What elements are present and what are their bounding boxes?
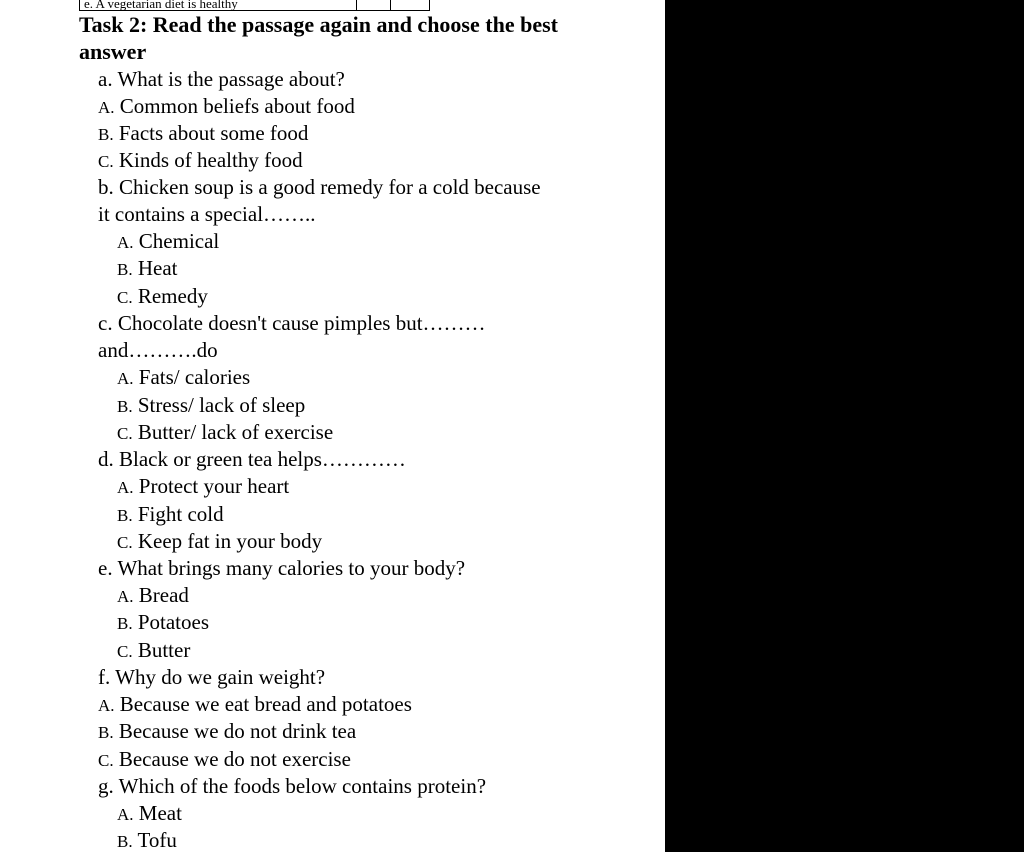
option-text: Butter [137,638,191,662]
option-text: Stress/ lack of sleep [137,393,306,417]
option-text: Fight cold [137,502,224,526]
option-label: C. [98,152,114,171]
question-text: Why do we gain weight? [115,665,326,689]
option-g-a [117,800,182,828]
option-text: Meat [138,801,182,825]
option-a-c [98,147,303,175]
question-label: c. [98,311,113,335]
option-b-b [117,255,178,283]
option-label: C. [117,424,133,443]
option-c-a [117,364,250,392]
option-label: C. [117,533,133,552]
option-text: Potatoes [137,610,210,634]
question-text: Which of the foods below contains protein? [118,774,487,798]
option-label: C. [98,751,114,770]
option-text: Butter/ lack of exercise [137,420,334,444]
option-b-a [117,228,219,256]
question-e [98,555,465,582]
question-c-continuation: and……….do [98,338,218,362]
question-g [98,773,486,800]
option-e-c [117,637,190,665]
option-text: Keep fat in your body [137,529,323,553]
question-label: a. [98,67,113,91]
question-text: What is the passage about? [117,67,345,91]
option-d-b [117,501,224,529]
question-label: b. [98,175,114,199]
option-label: C. [117,288,133,307]
option-label: B. [98,125,114,144]
table-cell-true [357,0,391,11]
option-label: B. [117,260,133,279]
question-c [98,310,486,337]
option-text: Bread [138,583,189,607]
question-d [98,446,406,473]
option-e-b [117,609,209,637]
option-text: Heat [137,256,178,280]
question-text: What brings many calories to your body? [117,556,466,580]
answer-table-fragment [79,0,430,11]
option-label: B. [98,723,114,742]
question-a [98,66,345,93]
option-text: Chemical [138,229,220,253]
question-b [98,174,541,201]
option-label: B. [117,397,133,416]
option-label: A. [117,587,134,606]
option-text: Fats/ calories [138,365,251,389]
option-label: B. [117,614,133,633]
option-label: A. [98,98,115,117]
option-text: Because we do not exercise [118,747,351,771]
option-label: A. [117,369,134,388]
option-text: Facts about some food [118,121,309,145]
option-text: Because we eat bread and potatoes [119,692,412,716]
option-c-c [117,419,333,447]
question-label: e. [98,556,113,580]
option-label: A. [117,233,134,252]
question-b-continuation: it contains a special…….. [98,202,316,226]
option-label: A. [117,478,134,497]
option-label: A. [98,696,115,715]
option-label: B. [117,832,133,851]
question-text: Chicken soup is a good remedy for a cold because [119,175,541,199]
question-label: f. [98,665,111,689]
table-cell-false [391,0,430,11]
option-text: Tofu [137,828,177,852]
question-f [98,664,325,691]
option-text: Kinds of healthy food [118,148,303,172]
option-d-a [117,473,289,501]
option-text: Common beliefs about food [119,94,355,118]
option-f-a [98,691,412,719]
option-c-b [117,392,305,420]
question-label: g. [98,774,114,798]
option-label: B. [117,506,133,525]
question-text: Black or green tea helps………… [119,447,406,471]
option-text: Remedy [137,284,208,308]
option-text: Protect your heart [138,474,290,498]
option-label: A. [117,805,134,824]
option-f-b [98,718,356,746]
option-b-c [117,283,208,311]
task-title: Task 2: Read the passage again and choose the best answer [79,12,558,64]
table-row [80,0,430,11]
option-a-b [98,120,308,148]
option-label: C. [117,642,133,661]
option-e-a [117,582,189,610]
table-cell-statement: e. A vegetarian diet is healthy [80,0,357,11]
question-text: Chocolate doesn't cause pimples but……… [117,311,486,335]
option-text: Because we do not drink tea [118,719,357,743]
option-a-a [98,93,355,121]
option-f-c [98,746,351,774]
option-g-b [117,827,177,852]
question-label: d. [98,447,114,471]
option-d-c [117,528,322,556]
